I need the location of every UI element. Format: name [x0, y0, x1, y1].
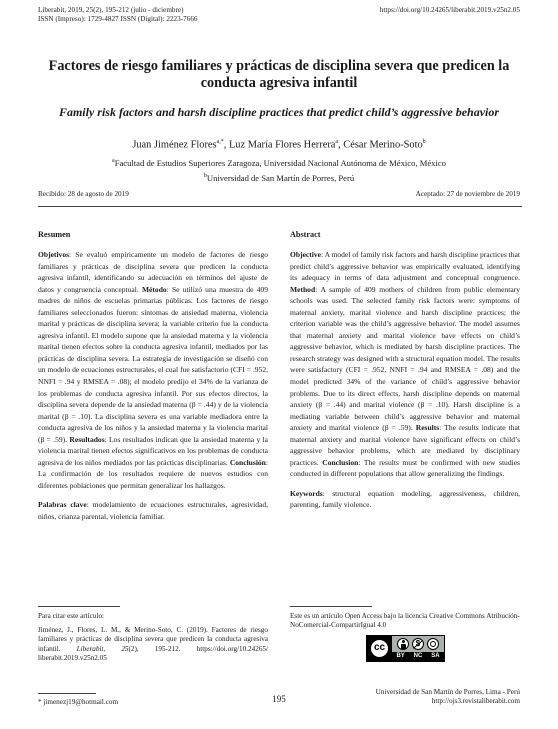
resumen-keywords	[38, 499, 268, 522]
citation-text	[38, 626, 268, 663]
author-1: Juan Jiménez Flores	[132, 139, 217, 151]
resumen-resultados-label: Resultados	[69, 434, 105, 444]
cc-logo-icon	[369, 638, 390, 659]
cc-badge-labels	[392, 652, 444, 661]
abstract-objective-label: Objective	[290, 250, 322, 259]
abstract-conclusion-label: Conclusion	[322, 457, 359, 467]
footer-url[interactable]: http://ojs3.revistaliberabit.com	[431, 697, 520, 706]
abstract-keywords-text: : structural equation modeling, aggressiveness, children, parenting, family violence.	[290, 488, 520, 510]
issn-line: ISSN (Impreso): 1729-4827 ISSN (Digital): 2223-7666	[38, 15, 198, 23]
badge-sa: SA	[431, 653, 440, 659]
author-list: Juan Jiménez Flores$^{a,*}$, Luz María Flores Herrera$^a$, César Merino-Soto$^b$	[132, 139, 426, 151]
abstract-column	[290, 230, 520, 511]
resumen-heading: Resumen	[38, 230, 71, 239]
resumen-keywords-label: Palabras clave	[38, 500, 87, 510]
citation-journal: Liberabit, 25	[76, 644, 129, 653]
citation-label: Para citar este artículo:	[38, 612, 105, 620]
sharealike-icon	[427, 638, 439, 650]
license-divider	[290, 606, 372, 607]
resumen-resultados: : Los resultados indican que la ansiedad materna y la violencia marital tienen efectos significativos en los problemas de conducta agresiva de los niños mediados por las prácticas disciplinarias.	[38, 434, 268, 467]
journal-header	[38, 6, 198, 24]
affiliation-a	[20, 156, 538, 169]
resumen-body	[38, 249, 268, 491]
resumen-column	[38, 230, 268, 523]
received-date: Recibido: 28 de agosto de 2019	[38, 190, 129, 198]
citation-block	[38, 612, 268, 663]
footer-publisher	[376, 688, 520, 706]
citation-text-1: Jiménez, J., Flores, L. M., & Merino-Soto, C. (2019). Factores de riesgo familiares y prácticas de disciplina severa que predicen la conducta agresiva infantil.	[38, 626, 268, 653]
citation-text-2[interactable]: (2), 195-212. https://doi.org/10.24265/ liberabit.2019.v25n2.05	[38, 644, 268, 662]
abstract-objective: : A model of family risk factors and harsh discipline practices that predict child’s aggressive behavior was empirically evaluated, identifying its adequacy in terms of data adjustment and conceptual congruence.	[290, 250, 520, 283]
doi-link[interactable]: https://doi.org/10.24265/liberabit.2019.v25n2.05	[379, 6, 520, 14]
corresponding-email[interactable]: * jimenezj19@hotmail.com	[38, 698, 119, 706]
resumen-objetivos-label: Objetivos	[38, 250, 70, 259]
badge-by: BY	[396, 653, 405, 659]
author-3: César Merino-Soto	[343, 139, 423, 151]
abstract-results: : The results indicate that maternal anxiety and marital violence have significant effects on child’s aggressive behavior problems, which are mediated by disciplinary practices.	[290, 423, 520, 467]
affiliation-b-sup: b	[203, 173, 207, 179]
resumen-conclusion: : La confirmación de los resultados requiere de nuevos estudios con diferentes poblaciones que permitan generalizar los hallazgos.	[38, 457, 268, 490]
abstract-keywords-label: Keywords	[290, 488, 323, 498]
resumen-metodo-label: Método	[141, 284, 167, 294]
footer-university: Universidad de San Martín de Porres, Lima - Perú	[375, 688, 520, 696]
badge-nc: NC	[413, 653, 423, 659]
author-2: Luz María Flores Herrera	[228, 139, 336, 151]
author-2-sup: a	[335, 139, 339, 145]
header-divider	[38, 206, 522, 207]
affiliation-a-sup: a	[112, 158, 115, 164]
author-1-sup: a,*	[216, 139, 224, 145]
person-icon	[397, 638, 409, 650]
article-subtitle: Family risk factors and harsh discipline practices that predict child’s aggressive behavior	[58, 105, 500, 119]
page-number: 195	[272, 694, 286, 704]
journal-line: Liberabit, 2019, 25(2), 195-212 (julio - diciembre)	[38, 6, 184, 14]
cc-logo-text: cc	[373, 642, 386, 653]
abstract-method-label: Method	[290, 284, 316, 294]
affiliation-b	[20, 171, 538, 184]
citation-divider	[38, 606, 120, 607]
abstract-heading: Abstract	[290, 230, 321, 239]
abstract-keywords	[290, 488, 520, 511]
resumen-conclusion-label: Conclusión	[229, 457, 266, 467]
article-title: Factores de riesgo familiares y prácticas de disciplina severa que predicen la conducta agresiva infantil	[48, 58, 510, 91]
resumen-objetivos: : Se evaluó empíricamente un modelo de factores de riesgo familiares y prácticas de disciplina severa que predicen la conducta agresiva infantil, identificando su adecuación en términos del ajuste de datos y congruencia conceptual.	[38, 250, 268, 294]
license-text: Este es un artículo Open Access bajo la licencia Creative Commons Atribución-NoComercial-CompartirIgual 4.0	[290, 612, 520, 630]
author-3-sup: b	[422, 139, 426, 145]
abstract-body	[290, 249, 520, 480]
affiliation-a-text: Facultad de Estudios Superiores Zaragoza, Universidad Nacional Autónoma de México, México	[114, 157, 446, 168]
accepted-date: Aceptado: 27 de noviembre de 2019	[415, 190, 520, 198]
resumen-keywords-text: : modelamiento de ecuaciones estructurales, agresividad, niños, crianza parental, violencia familiar.	[38, 500, 268, 522]
affiliation-b-text: Universidad de San Martín de Porres, Perú	[206, 172, 355, 183]
noncommercial-icon	[412, 638, 424, 650]
resumen-metodo: : Se utilizó una muestra de 409 madres de niños de escuelas primarias públicas. Los factores de riesgo familiares seleccionados fueron: síntomas de ansiedad materna, violencia marital y prácticas de disciplina severa; la variable criterio fue la conducta agresiva infantil. El modelo supone que la ansiedad materna y la violencia marital tienen efectos sobre la conducta agresiva infantil, mediados por las prácticas de disciplina severa. La estrategia de investigación se diseñó con un modelo de ecuaciones estructurales, el cual fue satisfactorio (CFI = .952, NNFI = .94 y RMSEA = .08); el modelo predijo el 34% de la varianza de los problemas de conducta agresiva infantil. Por sus efectos directos, la disciplina severa depende de la ansiedad materna (β = .44) y de la violencia marital (β = .10). La disciplina severa es una variable mediadora entre la conducta agresiva de los niños y la ansiedad materna y la violencia marital (β = .59).	[38, 284, 268, 444]
cc-license-badge[interactable]	[366, 635, 445, 662]
abstract-results-label: Results	[415, 423, 440, 433]
abstract-conclusion: : The results must be confirmed with new studies conducted in different populations that allow generalizing the findings.	[290, 457, 520, 479]
abstract-method: : A sample of 409 mothers of children from public elementary schools was used. The selected family risk factors were: symptoms of maternal anxiety, marital violence and harsh discipline practices; the criterion variable was the child’s aggressive behavior. The model assumes that maternal anxiety and marital violence have effects on child’s aggressive behavior, which is mediated by harsh discipline practices. The research strategy was designed with a structural equation model. The results were satisfactory (CFI = .952, NNFI = .94 and RMSEA = .08) and the model predicted 34% of the variance of child’s aggressive behavior problems. Due to its direct effects, harsh discipline depends on maternal anxiety (β = .44) and marital violence (β = .10). Harsh discipline is a mediating variable between child’s aggressive behavior and maternal anxiety and marital violence (β = .59).	[290, 284, 520, 433]
